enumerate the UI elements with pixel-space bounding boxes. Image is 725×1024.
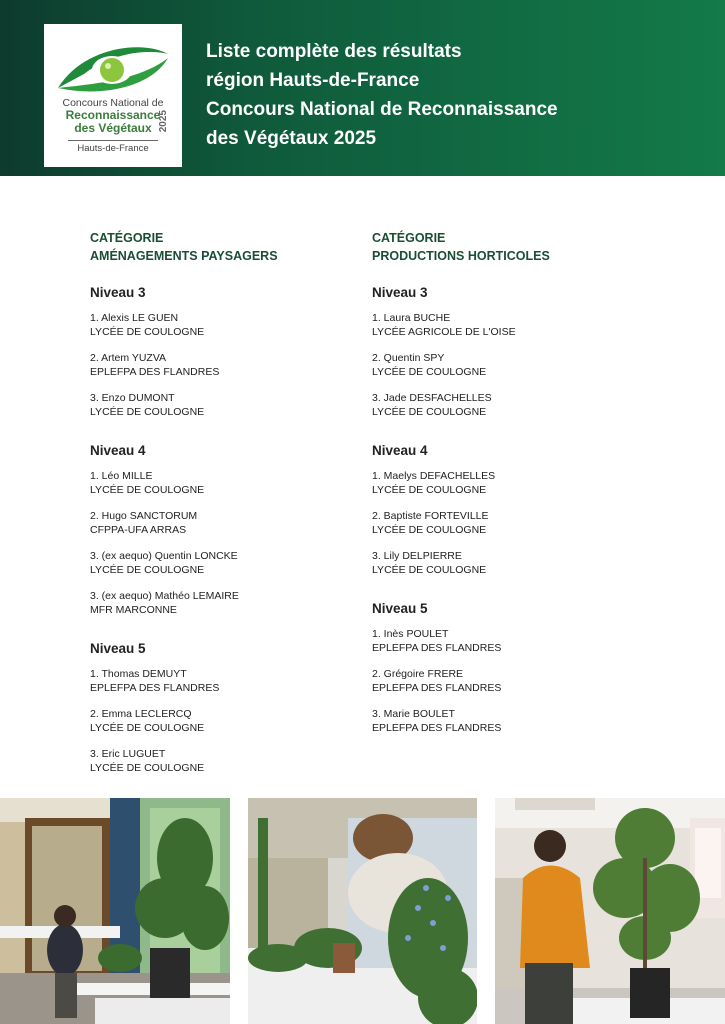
result-name: 1. Alexis LE GUEN xyxy=(90,312,179,324)
result-entry xyxy=(372,708,642,735)
level-block xyxy=(90,443,360,617)
result-entry xyxy=(90,590,360,617)
photo-student-tree xyxy=(495,798,725,1024)
logo-line-2: Reconnaissance xyxy=(65,108,161,122)
category-heading xyxy=(372,230,642,265)
result-school: EPLEFPA DES FLANDRES xyxy=(90,681,220,694)
result-school: LYCÉE DE COULOGNE xyxy=(90,483,205,496)
result-entry xyxy=(90,708,360,735)
result-name: 2. Hugo SANCTORUM xyxy=(90,510,198,522)
contest-logo xyxy=(44,24,182,167)
result-entry xyxy=(90,470,360,497)
result-name: 2. Quentin SPY xyxy=(372,352,445,364)
level-title: Niveau 3 xyxy=(372,285,428,300)
result-school: MFR MARCONNE xyxy=(90,603,177,616)
result-entry xyxy=(372,550,642,577)
result-name: 3. Lily DELPIERRE xyxy=(372,550,462,562)
result-entry xyxy=(372,352,642,379)
header-banner xyxy=(0,0,725,176)
page-title xyxy=(206,37,706,153)
result-name: 3. Jade DESFACHELLES xyxy=(372,392,492,404)
level-block xyxy=(372,285,642,419)
result-entry xyxy=(90,510,360,537)
result-name: 3. Eric LUGUET xyxy=(90,748,166,760)
photo-student-plants xyxy=(248,798,477,1024)
level-title: Niveau 3 xyxy=(90,285,146,300)
result-school: LYCÉE DE COULOGNE xyxy=(372,563,487,576)
result-school: EPLEFPA DES FLANDRES xyxy=(372,641,502,654)
result-entry xyxy=(372,510,642,537)
result-school: LYCÉE DE COULOGNE xyxy=(90,325,205,338)
result-name: 2. Emma LECLERCQ xyxy=(90,708,192,720)
result-name: 2. Artem YUZVA xyxy=(90,352,167,364)
logo-line-3: des Végétaux xyxy=(74,121,152,135)
result-entry xyxy=(372,470,642,497)
title-line-1: Liste complète des résultats xyxy=(206,41,462,62)
result-school: LYCÉE DE COULOGNE xyxy=(90,563,205,576)
result-name: 2. Grégoire FRERE xyxy=(372,668,464,680)
result-entry xyxy=(372,628,642,655)
result-name: 1. Laura BUCHE xyxy=(372,312,451,324)
level-block xyxy=(90,641,360,775)
logo-line-1: Concours National de xyxy=(62,97,164,109)
result-name: 1. Léo MILLE xyxy=(90,470,153,482)
level-block xyxy=(372,443,642,577)
category-column-horticulture xyxy=(372,230,642,759)
result-name: 1. Thomas DEMUYT xyxy=(90,668,187,680)
result-entry xyxy=(90,748,360,775)
result-school: LYCÉE DE COULOGNE xyxy=(90,405,205,418)
result-entry xyxy=(372,392,642,419)
category-heading xyxy=(90,230,360,265)
result-school: EPLEFPA DES FLANDRES xyxy=(90,365,220,378)
result-name: 3. Marie BOULET xyxy=(372,708,455,720)
result-school: LYCÉE DE COULOGNE xyxy=(372,405,487,418)
result-entry xyxy=(90,392,360,419)
result-name: 3. (ex aequo) Quentin LONCKE xyxy=(90,550,238,562)
category-label: CATÉGORIE xyxy=(90,231,164,245)
result-entry xyxy=(90,312,360,339)
result-school: LYCÉE DE COULOGNE xyxy=(90,761,205,774)
category-name: PRODUCTIONS HORTICOLES xyxy=(372,248,550,263)
logo-region: Hauts-de-France xyxy=(77,143,149,154)
result-entry xyxy=(90,668,360,695)
result-entry xyxy=(90,550,360,577)
result-entry xyxy=(372,312,642,339)
result-school: LYCÉE DE COULOGNE xyxy=(372,523,487,536)
level-title: Niveau 4 xyxy=(372,443,428,458)
result-school: CFPPA-UFA ARRAS xyxy=(90,523,187,536)
result-school: EPLEFPA DES FLANDRES xyxy=(372,681,502,694)
result-name: 3. (ex aequo) Mathéo LEMAIRE xyxy=(90,590,239,602)
logo-year: 2025 xyxy=(158,110,169,133)
category-column-landscaping xyxy=(90,230,360,799)
title-line-3: Concours National de Reconnaissance xyxy=(206,99,558,120)
category-label: CATÉGORIE xyxy=(372,231,446,245)
result-school: LYCÉE DE COULOGNE xyxy=(372,483,487,496)
result-name: 1. Inès POULET xyxy=(372,628,449,640)
category-name: AMÉNAGEMENTS PAYSAGERS xyxy=(90,248,278,263)
result-school: EPLEFPA DES FLANDRES xyxy=(372,721,502,734)
level-block xyxy=(90,285,360,419)
result-school: LYCÉE AGRICOLE DE L'OISE xyxy=(372,325,516,338)
result-name: 3. Enzo DUMONT xyxy=(90,392,175,404)
level-title: Niveau 5 xyxy=(372,601,428,616)
level-title: Niveau 5 xyxy=(90,641,146,656)
level-block xyxy=(372,601,642,735)
level-title: Niveau 4 xyxy=(90,443,146,458)
logo-divider xyxy=(68,140,158,141)
result-name: 1. Maelys DEFACHELLES xyxy=(372,470,496,482)
photo-student-classroom xyxy=(0,798,230,1024)
result-school: LYCÉE DE COULOGNE xyxy=(90,721,205,734)
result-entry xyxy=(90,352,360,379)
title-line-4: des Végétaux 2025 xyxy=(206,128,377,149)
title-line-2: région Hauts-de-France xyxy=(206,70,420,91)
result-name: 2. Baptiste FORTEVILLE xyxy=(372,510,489,522)
result-school: LYCÉE DE COULOGNE xyxy=(372,365,487,378)
result-entry xyxy=(372,668,642,695)
